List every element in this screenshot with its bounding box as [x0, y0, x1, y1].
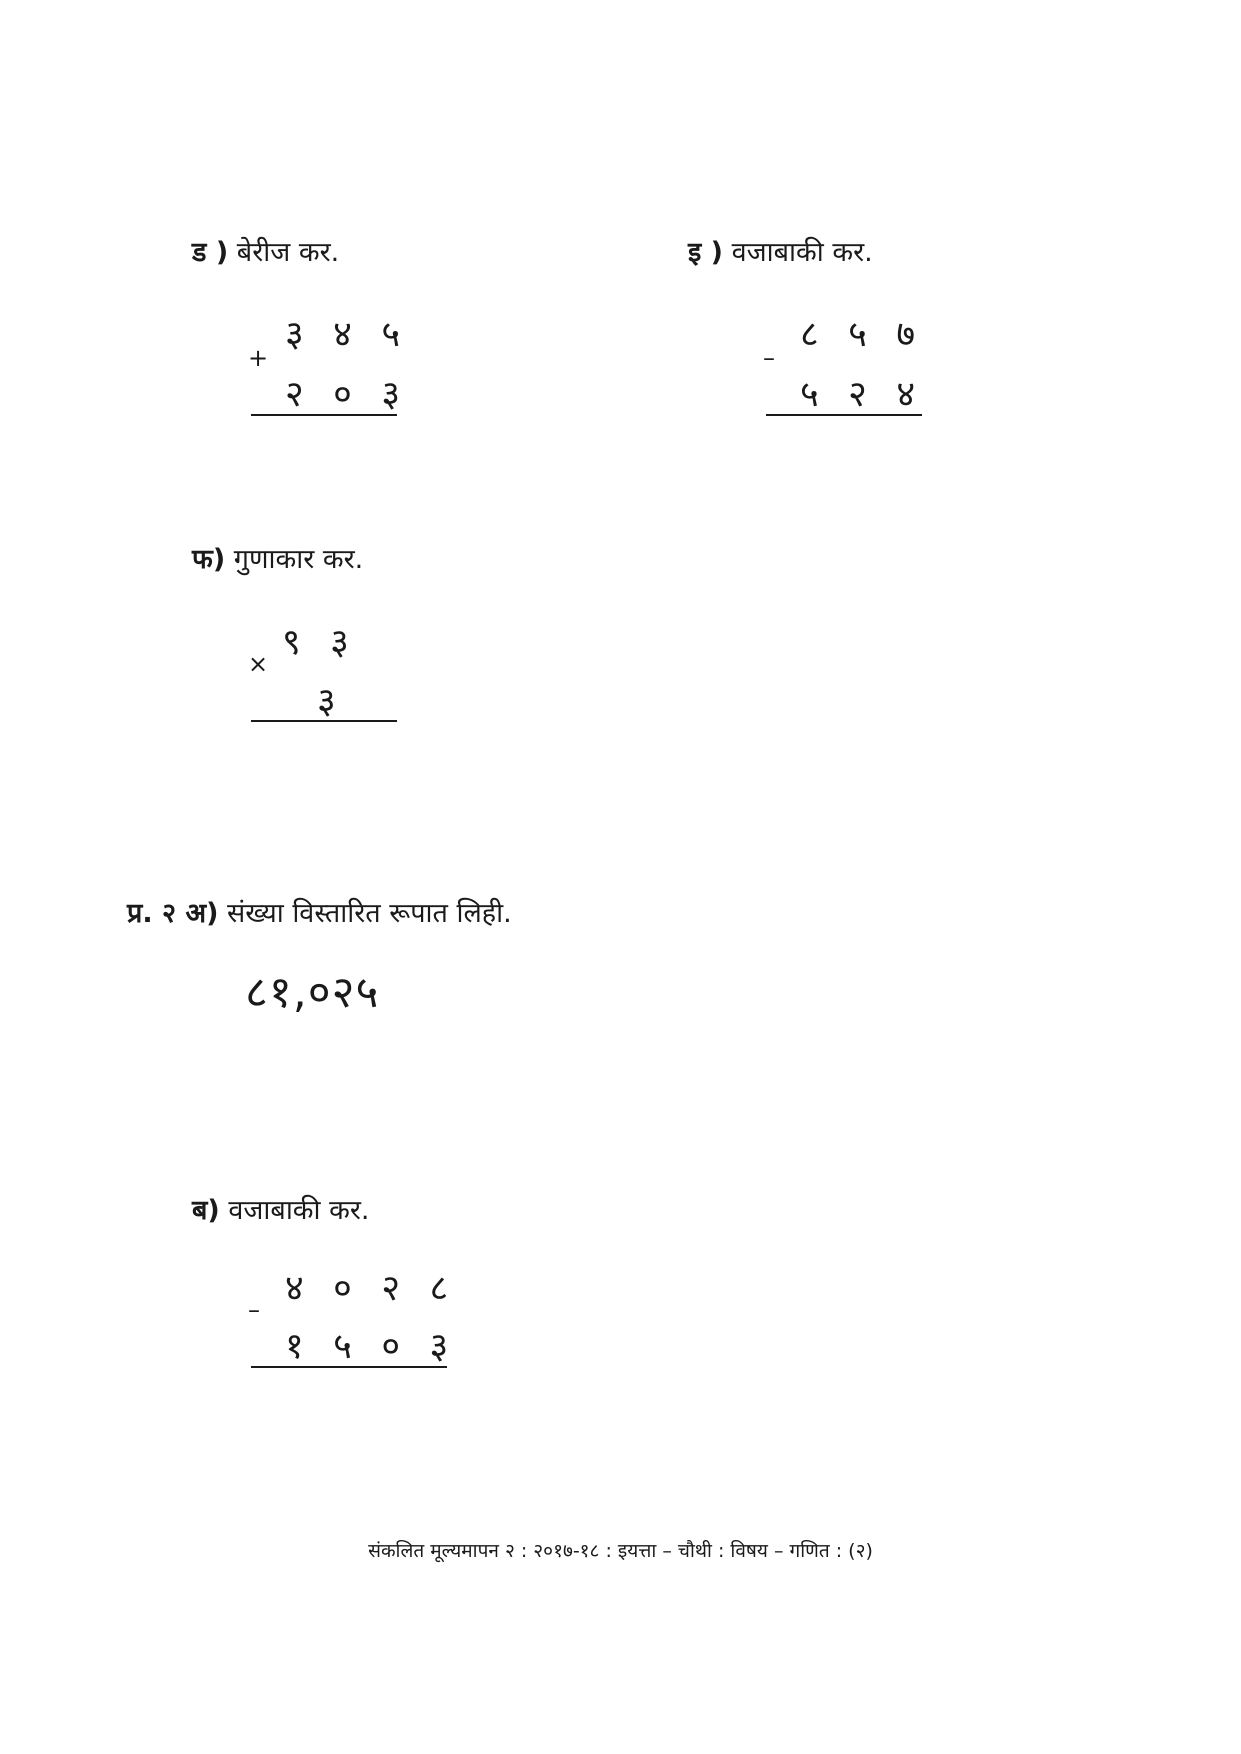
question-d-top-number: ३ ४ ५ — [285, 314, 403, 355]
question-d-bottom-number: २ ० ३ — [285, 374, 403, 415]
question-e-bottom-number: ५ २ ४ — [800, 374, 918, 415]
question-2b-bottom-number: १ ५ ० ३ — [285, 1326, 451, 1367]
page-footer: संकलित मूल्यमापन २ : २०१७-१८ : इयत्ता – चौथी : विषय – गणित : (२) — [368, 1540, 873, 1562]
question-f-heading — [192, 539, 363, 576]
question-e-top-number: ८ ५ ७ — [800, 314, 918, 355]
question-f-instruction: गुणाकार कर. — [233, 544, 364, 575]
question-2a-heading — [127, 893, 512, 930]
question-e-instruction: वजाबाकी कर. — [731, 237, 873, 268]
question-f-bottom-number: ३ — [317, 681, 338, 722]
question-f-label: फ) — [192, 544, 226, 575]
question-d-operator: + — [248, 344, 269, 372]
question-f-answer-line — [251, 720, 397, 722]
question-f-top-number: ९ ३ — [282, 622, 351, 663]
question-e-heading — [688, 232, 873, 269]
question-2b-answer-line — [251, 1366, 447, 1368]
question-2b-label: ब) — [192, 1195, 220, 1226]
question-2a-number: ८१,०२५ — [245, 967, 380, 1018]
question-2b-top-number: ४ ० २ ८ — [285, 1268, 451, 1309]
question-d-heading — [192, 232, 339, 269]
question-d-instruction: बेरीज कर. — [236, 237, 340, 268]
question-2a-label: प्र. २ अ) — [127, 898, 219, 929]
question-f-operator: × — [248, 650, 269, 678]
question-2b-heading — [192, 1190, 369, 1227]
question-2b-operator: – — [248, 1296, 260, 1324]
question-e-answer-line — [766, 414, 922, 416]
question-d-label: ड ) — [192, 237, 229, 268]
question-2a-instruction: संख्या विस्तारित रूपात लिही. — [227, 898, 512, 929]
question-e-label: इ ) — [688, 237, 723, 268]
question-e-operator: – — [763, 344, 775, 372]
question-2b-instruction: वजाबाकी कर. — [228, 1195, 370, 1226]
question-d-answer-line — [251, 414, 397, 416]
